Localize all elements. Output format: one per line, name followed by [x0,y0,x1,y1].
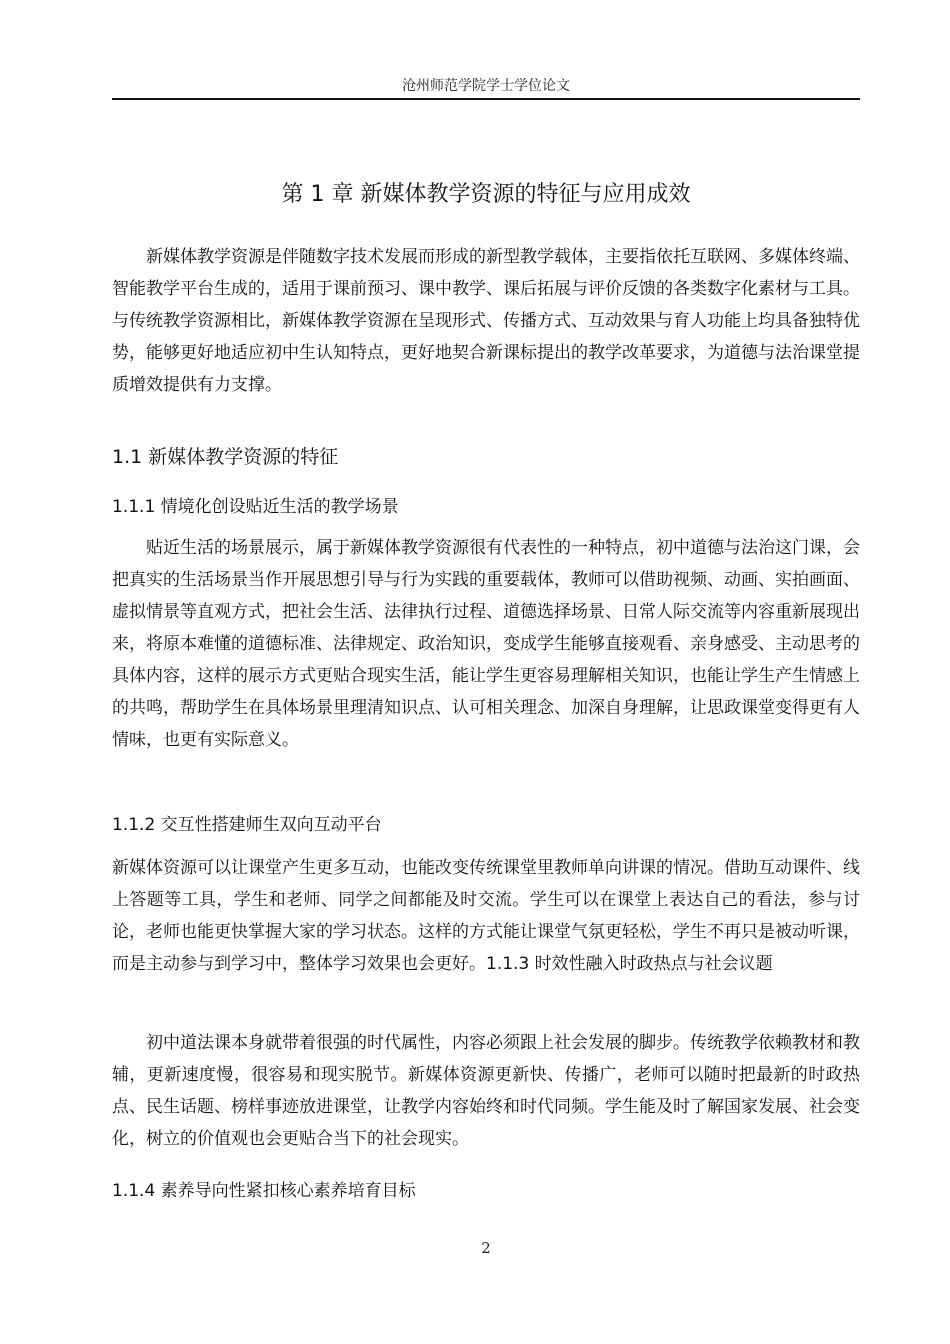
section-1-1-2-body: 新媒体资源可以让课堂产生更多互动，也能改变传统课堂里教师单向讲课的情况。借助互动课件、线上答题等工具，学生和老师、同学之间都能及时交流。学生可以在课堂上表达自己的看法，参与讨论，老师也能更快掌握大家的学习状态。这样的方式能让课堂气氛更轻松，学生不再只是被动听课，而是主动参与到学习中，整体学习效果也会更好。 [112,858,860,974]
section-1-1-heading: 1.1 新媒体教学资源的特征 [112,446,339,468]
chapter-title: 第 1 章 新媒体教学资源的特征与应用成效 [281,182,691,207]
section-1-1-2-paragraph [112,852,860,980]
page-number: 2 [481,1239,491,1257]
section-1-1-3-paragraph: 初中道法课本身就带着很强的时代属性，内容必须跟上社会发展的脚步。传统教学依赖教材和教辅，更新速度慢，很容易和现实脱节。新媒体资源更新快、传播广，老师可以随时把最新的时政热点、民生话题、榜样事迹放进课堂，让教学内容始终和时代同频。学生能及时了解国家发展、社会变化，树立的价值观也会更贴合当下的社会现实。 [112,1033,860,1149]
section-1-1-1-paragraph: 贴近生活的场景展示，属于新媒体教学资源很有代表性的一种特点，初中道德与法治这门课，会把真实的生活场景当作开展思想引导与行为实践的重要载体，教师可以借助视频、动画、实拍画面、虚拟情景等直观方式，把社会生活、法律执行过程、道德选择场景、日常人际交流等内容重新展现出来，将原本难懂的道德标准、法律规定、政治知识，变成学生能够直接观看、亲身感受、主动思考的具体内容，这样的展示方式更贴合现实生活，能让学生更容易理解相关知识，也能让学生产生情感上的共鸣，帮助学生在具体场景里理清知识点、认可相关理念、加深自身理解，让思政课堂变得更有人情味，也更有实际意义。 [112,538,860,750]
chapter-intro-paragraph: 新媒体教学资源是伴随数字技术发展而形成的新型教学载体，主要指依托互联网、多媒体终端、智能教学平台生成的，适用于课前预习、课中教学、课后拓展与评价反馈的各类数字化素材与工具。与传统教学资源相比，新媒体教学资源在呈现形式、传播方式、互动效果与育人功能上均具备独特优势，能够更好地适应初中生认知特点，更好地契合新课标提出的教学改革要求，为道德与法治课堂提质增效提供有力支撑。 [112,247,860,395]
section-1-1-4-heading: 1.1.4 素养导向性紧扣核心素养培育目标 [112,1181,416,1201]
header-rule [112,98,860,100]
section-1-1-1-heading: 1.1.1 情境化创设贴近生活的教学场景 [112,497,399,517]
running-head: 沧州师范学院学士学位论文 [402,78,570,94]
section-1-1-3-heading: 1.1.3 时效性融入时政热点与社会议题 [486,954,773,974]
section-1-1-2-heading: 1.1.2 交互性搭建师生双向互动平台 [112,815,382,835]
